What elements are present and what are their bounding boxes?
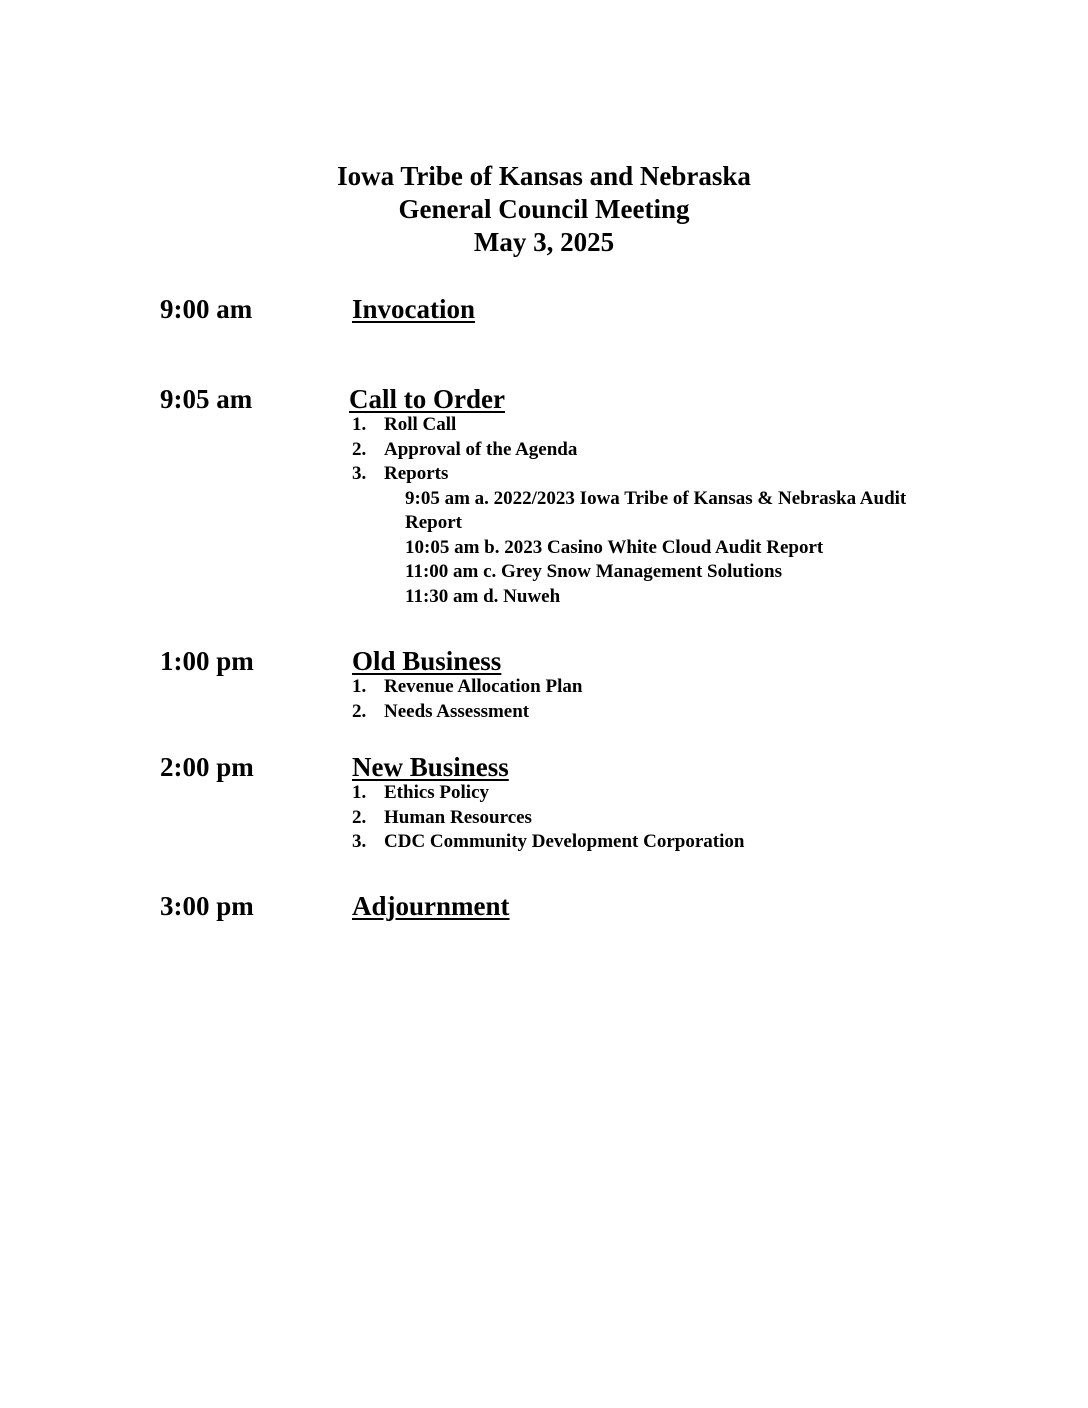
list-item	[352, 806, 744, 831]
agenda-time: 1:00 pm	[160, 646, 254, 676]
list-item	[352, 675, 582, 700]
item-label: CDC Community Development Corporation	[384, 831, 745, 852]
list-item	[352, 830, 744, 855]
item-label: Ethics Policy	[384, 782, 490, 803]
agenda-time: 3:00 pm	[160, 891, 254, 921]
agenda-item-list	[352, 413, 925, 609]
document-header	[0, 160, 1088, 259]
agenda-time: 9:00 am	[160, 294, 253, 324]
item-label: Needs Assessment	[384, 700, 530, 722]
item-number: 3.	[352, 463, 367, 484]
meeting-date: May 3, 2025	[473, 227, 615, 257]
agenda-item-list	[352, 675, 582, 724]
agenda-time: 9:05 am	[160, 384, 253, 414]
agenda-heading: New Business	[352, 752, 509, 782]
list-item	[352, 781, 744, 806]
agenda-heading: Adjournment	[352, 891, 510, 921]
item-label: Revenue Allocation Plan	[384, 676, 583, 697]
item-number: 2.	[352, 806, 367, 828]
list-item	[352, 700, 582, 725]
report-item: 10:05 am b. 2023 Casino White Cloud Audit Report	[405, 536, 824, 558]
item-label: Human Resources	[384, 806, 532, 828]
agenda-heading: Invocation	[352, 294, 476, 324]
reports-sublist	[352, 487, 925, 610]
agenda-heading: Call to Order	[349, 384, 505, 414]
meeting-title: General Council Meeting	[398, 194, 690, 224]
item-number: 2.	[352, 438, 367, 460]
item-number: 1.	[352, 676, 367, 697]
organization-title: Iowa Tribe of Kansas and Nebraska	[337, 161, 751, 191]
item-number: 3.	[352, 831, 367, 852]
item-number: 2.	[352, 700, 367, 722]
item-label: Approval of the Agenda	[384, 438, 578, 460]
list-item	[352, 438, 925, 463]
report-item: 11:30 am d. Nuweh	[405, 585, 561, 607]
item-label: Reports	[384, 463, 449, 484]
agenda-item-list	[352, 781, 744, 855]
report-item: 9:05 am a. 2022/2023 Iowa Tribe of Kansas & Nebraska Audit Report	[405, 487, 907, 533]
list-item	[352, 413, 925, 438]
item-number: 1.	[352, 414, 367, 435]
item-number: 1.	[352, 782, 367, 803]
report-item: 11:00 am c. Grey Snow Management Solutions	[405, 561, 783, 582]
agenda-heading: Old Business	[352, 646, 502, 676]
agenda-time: 2:00 pm	[160, 752, 254, 782]
list-item	[352, 462, 925, 609]
item-label: Roll Call	[384, 414, 457, 435]
